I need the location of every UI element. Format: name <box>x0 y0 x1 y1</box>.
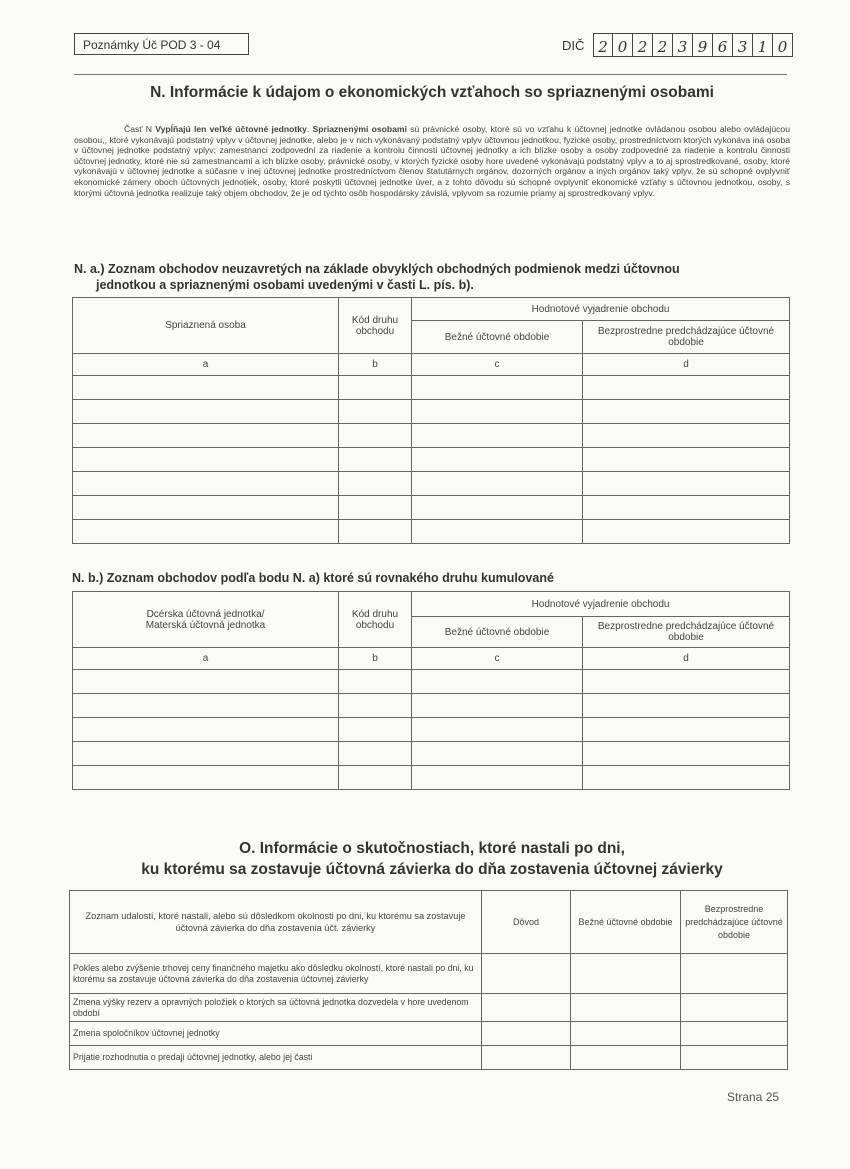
table-row <box>73 694 790 718</box>
title-line: N. a.) Zoznam obchodov neuzavretých na základe obvyklých obchodných podmienok medzi účtovnou <box>74 262 680 276</box>
section-n-title: N. Informácie k údajom o ekonomických vzťahoch so spriaznenými osobami <box>150 84 714 101</box>
dic-digit: 0 <box>613 33 633 57</box>
table-row <box>73 766 790 790</box>
title-line: ku ktorému sa zostavuje účtovná závierka do dňa zostavenia účtovnej závierky <box>141 861 723 878</box>
col-header-bezne: Bežné účtovné obdobie <box>571 891 681 954</box>
header-divider <box>74 74 787 75</box>
col-header-predchadzajuce: Bezprostredne predchádzajúce účtovné obdobie <box>583 617 790 648</box>
col-header-predchadzajuce: Bezprostredne predchádzajúce účtovné obdobie <box>681 891 788 954</box>
col-letter: a <box>73 648 339 670</box>
table-row <box>70 954 788 994</box>
dic-digit: 9 <box>693 33 713 57</box>
col-letter: c <box>412 648 583 670</box>
table-row <box>73 400 790 424</box>
col-header-group: Hodnotové vyjadrenie obchodu <box>412 298 790 321</box>
section-n-intro <box>74 124 790 198</box>
dic-digit: 2 <box>593 33 613 57</box>
col-header-bezne: Bežné účtovné obdobie <box>412 321 583 354</box>
table-nb-title: N. b.) Zoznam obchodov podľa bodu N. a) ktoré sú rovnakého druhu kumulované <box>72 571 554 585</box>
table-row <box>73 742 790 766</box>
row-label: Pokles alebo zvýšenie trhovej ceny finančného majetku ako dôsledku okolností, ktoré nastali po dni, ku ktorému sa zostavuje účtovná závierka do dňa zostavenia účtovnej závierky <box>70 954 482 994</box>
col-header-bezne: Bežné účtovné obdobie <box>412 617 583 648</box>
col-letter: b <box>339 354 412 376</box>
dic-digit: 6 <box>713 33 733 57</box>
col-header-spriaznena-osoba: Spriaznená osoba <box>73 298 339 354</box>
col-header-udalosti: Zoznam udalostí, ktoré nastali, alebo sú dôsledkom okolnosti po dni, ku ktorému sa zostavuje účtovná závierka do dňa zostavenia účt. závierky <box>70 891 482 954</box>
dic-digit: 3 <box>673 33 693 57</box>
col-letter: a <box>73 354 339 376</box>
table-row <box>73 496 790 520</box>
page-number: Strana 25 <box>727 1090 780 1104</box>
dic-digit: 3 <box>733 33 753 57</box>
col-header-jednotka <box>73 592 339 648</box>
table-na-title <box>74 261 680 293</box>
title-line: jednotkou a spriaznenými osobami uvedenými v časti L. pís. b). <box>96 278 474 292</box>
row-label: Zmena výšky rezerv a opravných položiek o ktorých sa účtovná jednotka dozvedela v hore uvedenom období <box>70 994 482 1022</box>
table-row <box>73 424 790 448</box>
col-header-group: Hodnotové vyjadrenie obchodu <box>412 592 790 617</box>
dic-field <box>593 33 793 57</box>
title-line: O. Informácie o skutočnostiach, ktoré nastali po dni, <box>239 840 625 857</box>
table-row <box>73 376 790 400</box>
intro-bold: Spriaznenými osobami <box>312 124 407 134</box>
table-row <box>73 670 790 694</box>
intro-text: sú právnické osoby, ktoré sú vo vzťahu k účtovnej jednotke ovládanou osobou alebo ovládajúcou osobou,, ktoré vykonávajú podstatný vplyv v účtovnej jednotke, alebo je v nich vykonávaný podstatný vplyv účtovnou jednotkou, fyzické osoby, prostredníctvom ktorých vykonáva iná osoba v účtovnej jednotke podstatný vplyv; zamestnanci zodpovední za riadenie a kontrolu činnosti účtovnej jednotky a ich blízke osoby a osoby zodpovedné za riadenie a kontrolu činnosti účtovnej jednotky, ktoré nie sú zamestnancami a ich blízke osoby, právnické osoby, v ktorých fyzické osoby hore uvedené vykonávajú podstatný vplyv a to aj sprostredkované, osoby, ktoré vykonávajú v účtovnej jednotke a súčasne v inej účtovnej jednotke prostredníctvom členov štatutárnych orgánov, dozorných orgánov a iných orgánov taký vplyv, že sú schopné ovplyvniť ekonomické zámery oboch účtovných jednotiek, osoby, ktoré poskytli účtovnej jednotke úver, a z tohto dôvodu sú schopné ovplyvniť ekonomické vzťahy s účtovnou jednotkou, osoby, s ktorými účtovná jednotka realizuje taký objem obchodov, že je od týchto osôb hospodársky závislá, vplyvom sa rozumie priamy aj sprostredkovaný vplyv. <box>74 124 790 198</box>
row-label: Prijatie rozhodnutia o predaji účtovnej jednotky, alebo jej časti <box>70 1046 482 1070</box>
table-row <box>73 718 790 742</box>
col-letter: d <box>583 354 790 376</box>
col-header-predchadzajuce: Bezprostredne predchádzajúce účtovné obdobie <box>583 321 790 354</box>
section-o-title <box>74 838 790 880</box>
dic-digit: 1 <box>753 33 773 57</box>
intro-text: Časť N <box>124 124 156 134</box>
dic-digit: 2 <box>633 33 653 57</box>
table-row <box>73 520 790 544</box>
intro-text: . <box>306 124 313 134</box>
col-header-kod: Kód druhu obchodu <box>339 592 412 648</box>
col-letter: c <box>412 354 583 376</box>
header-line: Dcérska účtovná jednotka/ <box>146 608 265 620</box>
table-nb <box>72 591 790 790</box>
table-row <box>73 472 790 496</box>
dic-digit: 0 <box>773 33 793 57</box>
table-row <box>73 448 790 472</box>
table-row <box>70 994 788 1022</box>
table-row <box>70 1022 788 1046</box>
dic-label: DIČ <box>562 38 585 53</box>
dic-digit: 2 <box>653 33 673 57</box>
form-label: Poznámky Úč POD 3 - 04 <box>74 33 249 55</box>
header-line: Materská účtovná jednotka <box>145 619 266 631</box>
row-label: Zmena spoločníkov účtovnej jednotky <box>70 1022 482 1046</box>
col-header-dovod: Dôvod <box>482 891 571 954</box>
col-header-kod: Kód druhu obchodu <box>339 298 412 354</box>
table-o <box>69 890 788 1070</box>
table-na <box>72 297 790 544</box>
table-row <box>70 1046 788 1070</box>
col-letter: b <box>339 648 412 670</box>
intro-bold: Vypĺňajú len veľké účtovné jednotky <box>155 124 307 134</box>
col-letter: d <box>583 648 790 670</box>
